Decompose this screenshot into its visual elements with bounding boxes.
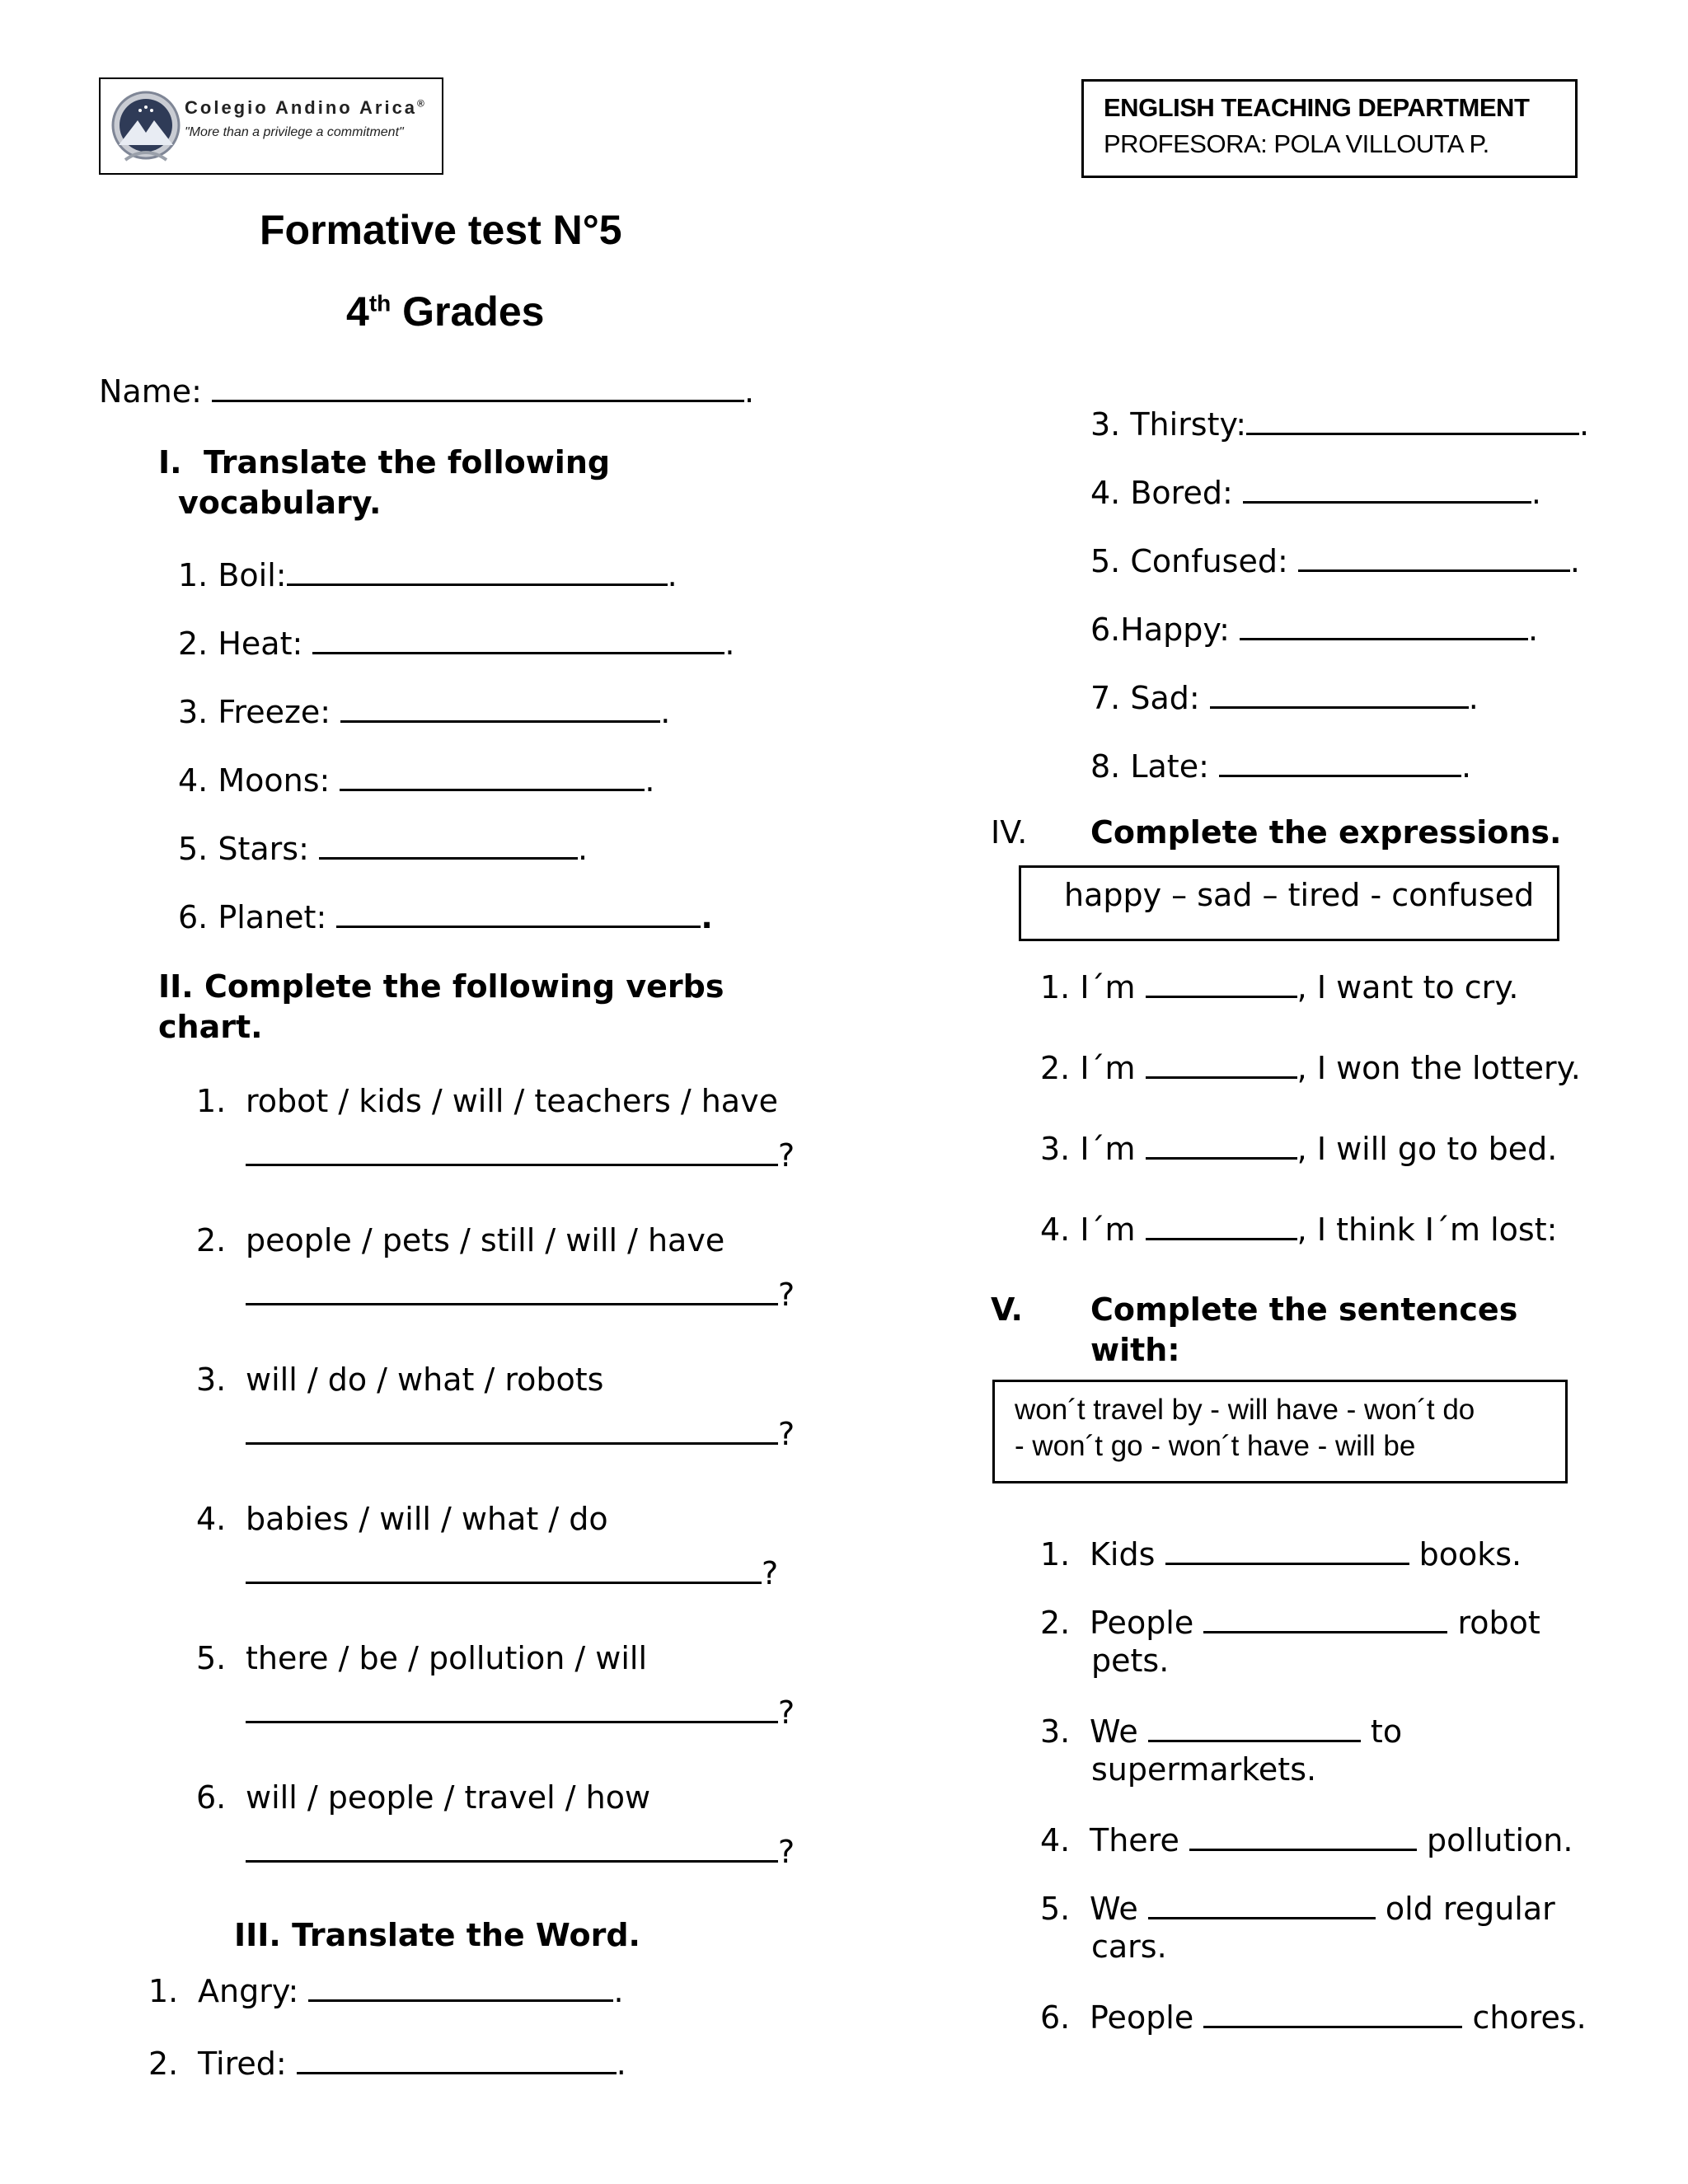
verb-item: 5. there / be / pollution / will [196, 1640, 648, 1676]
translate-item: 7. Sad: . [1090, 677, 1479, 717]
teacher-name: PROFESORA: POLA VILLOUTA P. [1104, 129, 1489, 158]
answer-blank[interactable] [1203, 1601, 1447, 1633]
answer-blank[interactable] [319, 827, 578, 860]
answer-blank[interactable] [1165, 1533, 1409, 1565]
section-4-heading: Complete the expressions. [1090, 814, 1562, 851]
answer-blank[interactable] [246, 1273, 778, 1305]
translate-item: 6.Happy: . [1090, 608, 1538, 649]
section-5-heading: Complete the sentences [1090, 1291, 1518, 1328]
verb-answer: ? [246, 1273, 795, 1314]
answer-blank[interactable] [308, 1970, 613, 2002]
sentence-item-cont: supermarkets. [1091, 1751, 1317, 1788]
school-name: Colegio Andino Arica® [185, 97, 424, 118]
section-5-heading-cont: with: [1090, 1332, 1180, 1368]
answer-blank[interactable] [1146, 1208, 1297, 1240]
vocab-item: 4. Moons: . [178, 759, 655, 799]
section-4-numeral: IV. [991, 814, 1028, 851]
answer-blank[interactable] [312, 622, 724, 654]
expression-item: 4. I´m , I think I´m lost: [1040, 1208, 1557, 1249]
vocab-item: 6. Planet: . [178, 896, 713, 936]
answer-blank[interactable] [1210, 677, 1469, 709]
department-name: ENGLISH TEACHING DEPARTMENT [1104, 93, 1530, 122]
verb-answer: ? [246, 1552, 778, 1592]
verb-item: 6. will / people / travel / how [196, 1779, 651, 1816]
sentence-item: 6. People chores. [1040, 1996, 1587, 2036]
name-row: Name: . [99, 370, 754, 410]
word-box-sentences [992, 1380, 1568, 1483]
word-box-line-2: - won´t go - won´t have - will be [1015, 1430, 1416, 1462]
answer-blank[interactable] [336, 896, 701, 928]
section-5-numeral: V. [991, 1291, 1023, 1328]
section-3-heading: III. Translate the Word. [234, 1917, 640, 1953]
answer-blank[interactable] [1148, 1710, 1361, 1742]
answer-blank[interactable] [297, 2042, 617, 2074]
translate-item: 1. Angry: . [148, 1970, 624, 2010]
name-field[interactable] [212, 370, 744, 402]
answer-blank[interactable] [1146, 1127, 1297, 1160]
translate-item: 3. Thirsty: . [1090, 403, 1589, 443]
verb-answer: ? [246, 1830, 795, 1871]
sentence-item: 1. Kids books. [1040, 1533, 1522, 1573]
answer-blank[interactable] [246, 1691, 778, 1723]
translate-item: 5. Confused: . [1090, 540, 1580, 580]
word-box-line-1: won´t travel by - will have - won´t do [1015, 1394, 1475, 1426]
answer-blank[interactable] [1148, 1887, 1376, 1919]
grade-title: 4th Grades [346, 288, 545, 335]
verb-answer: ? [246, 1413, 795, 1453]
answer-blank[interactable] [1146, 966, 1297, 998]
translate-item: 4. Bored: . [1090, 471, 1541, 512]
answer-blank[interactable] [1243, 471, 1531, 504]
verb-answer: ? [246, 1134, 795, 1174]
answer-blank[interactable] [1189, 1819, 1417, 1851]
sentence-item: 5. We old regular [1040, 1887, 1555, 1928]
expression-item: 2. I´m , I won the lottery. [1040, 1047, 1581, 1087]
answer-blank[interactable] [1298, 540, 1570, 572]
word-box-expressions [1019, 865, 1559, 941]
verb-answer: ? [246, 1691, 795, 1732]
verb-item: 1. robot / kids / will / teachers / have [196, 1083, 778, 1119]
answer-blank[interactable] [340, 759, 645, 791]
answer-blank[interactable] [1219, 745, 1461, 777]
verb-item: 4. babies / will / what / do [196, 1501, 608, 1537]
answer-blank[interactable] [246, 1552, 762, 1584]
answer-blank[interactable] [340, 691, 660, 723]
sentence-item: 4. There pollution. [1040, 1819, 1573, 1859]
answer-blank[interactable] [1203, 1996, 1462, 2028]
name-label: Name: [99, 373, 202, 410]
test-title: Formative test N°5 [260, 207, 622, 253]
translate-item: 8. Late: . [1090, 745, 1471, 785]
section-1-heading: I. Translate the following [158, 444, 611, 480]
section-2-heading: II. Complete the following verbs [158, 968, 724, 1005]
translate-item: 2. Tired: . [148, 2042, 626, 2083]
sentence-item: 2. People robot [1040, 1601, 1540, 1642]
vocab-item: 3. Freeze: . [178, 691, 670, 731]
sentence-item-cont: cars. [1091, 1929, 1167, 1965]
vocab-item: 2. Heat: . [178, 622, 734, 663]
department-box [1081, 79, 1578, 178]
section-1-heading-cont: vocabulary. [178, 485, 382, 521]
section-2-heading-cont: chart. [158, 1009, 263, 1045]
answer-blank[interactable] [1246, 403, 1579, 435]
verb-item: 3. will / do / what / robots [196, 1361, 604, 1398]
vocab-item: 1. Boil: . [178, 554, 678, 594]
answer-blank[interactable] [1146, 1047, 1297, 1079]
sentence-item: 3. We to [1040, 1710, 1402, 1750]
answer-blank[interactable] [1240, 608, 1528, 640]
school-logo-box [99, 77, 443, 175]
verb-item: 2. people / pets / still / will / have [196, 1222, 725, 1258]
word-box-text: happy – sad – tired - confused [1064, 877, 1535, 913]
answer-blank[interactable] [246, 1413, 778, 1445]
school-emblem-icon [109, 87, 183, 166]
sentence-item-cont: pets. [1091, 1643, 1170, 1679]
answer-blank[interactable] [246, 1830, 778, 1863]
expression-item: 3. I´m , I will go to bed. [1040, 1127, 1557, 1168]
answer-blank[interactable] [246, 1134, 778, 1166]
vocab-item: 5. Stars: . [178, 827, 588, 868]
answer-blank[interactable] [287, 554, 668, 586]
expression-item: 1. I´m , I want to cry. [1040, 966, 1518, 1006]
school-motto: "More than a privilege a commitment" [185, 125, 404, 139]
